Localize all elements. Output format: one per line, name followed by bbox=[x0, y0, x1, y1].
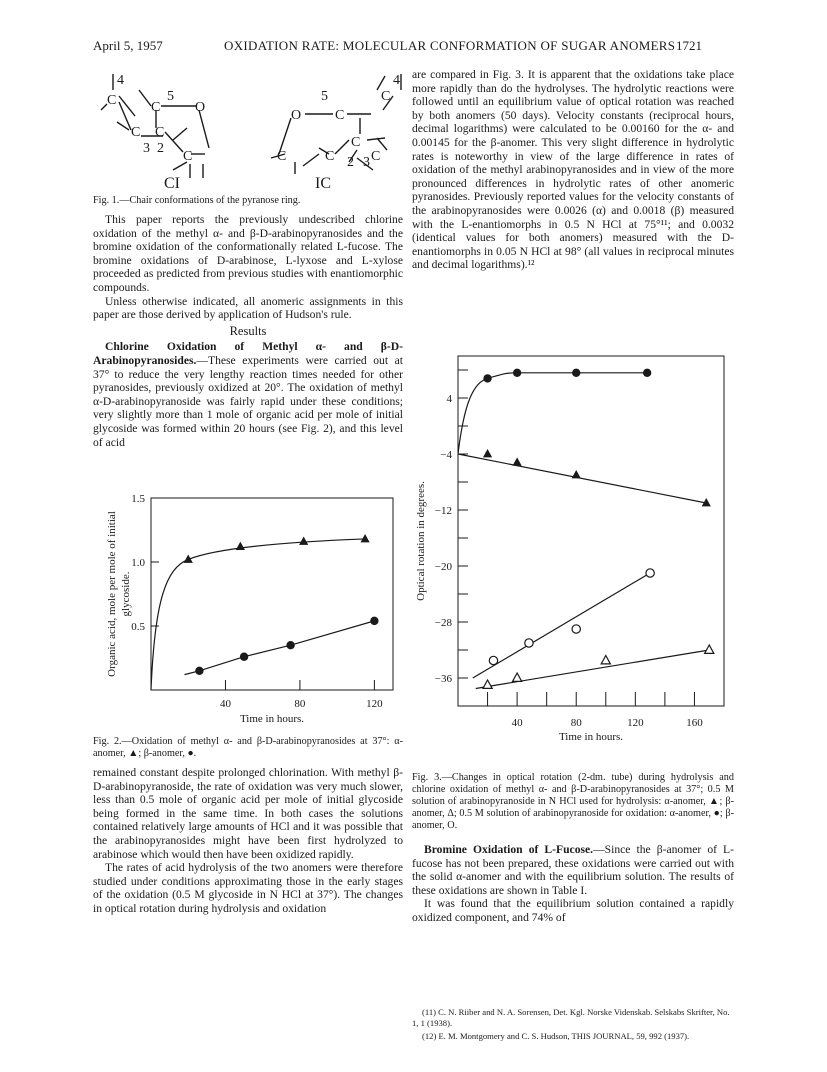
svg-text:C: C bbox=[183, 149, 193, 164]
paragraph: —Since the β-anomer of L-fucose has not been prepared, these oxidations were carried out with the solid α-anomer and with the equilibrium solution. The results of these oxidations are shown in Table I. bbox=[412, 843, 735, 897]
plot-frame bbox=[151, 498, 393, 690]
alpha-oxidation-point bbox=[643, 369, 651, 377]
svg-text:C: C bbox=[277, 149, 287, 164]
beta-anomer-point bbox=[286, 641, 294, 649]
y-tick-label: 4 bbox=[446, 393, 452, 405]
x-tick-label: 160 bbox=[686, 717, 703, 729]
alpha-hydrolysis-point bbox=[513, 457, 522, 465]
plot-frame bbox=[458, 356, 724, 706]
x-tick-label: 40 bbox=[219, 698, 231, 710]
svg-text:3: 3 bbox=[363, 155, 370, 170]
svg-text:C: C bbox=[351, 135, 361, 150]
svg-text:C: C bbox=[325, 149, 335, 164]
x-tick-label: 40 bbox=[511, 717, 523, 729]
paragraph: The rates of acid hydrolysis of the two anomers were therefore studied under conditions approximating those in the early stages of the oxidation (0.5 M glycoside in N HCl at 37°). The changes in optical rotation during hydrolysis and oxidation bbox=[93, 861, 403, 915]
x-tick-label: 120 bbox=[627, 717, 644, 729]
y-tick-label: 1.5 bbox=[131, 493, 145, 505]
y-tick-label: −4 bbox=[440, 449, 452, 461]
footnote-12: (12) E. M. Montgomery and C. S. Hudson, THIS JOURNAL, 59, 992 (1937). bbox=[422, 1031, 690, 1041]
series-beta-line bbox=[185, 621, 375, 675]
svg-text:O: O bbox=[195, 100, 206, 115]
footnote-11: (11) C. N. Riiber and N. A. Sorensen, Det. Kgl. Norske Videnskab. Selskabs Skrifter, No. 1, 1 (1938). bbox=[412, 1007, 730, 1028]
y-tick-label: 1.0 bbox=[131, 557, 145, 569]
svg-text:C: C bbox=[335, 108, 345, 123]
beta-anomer-point bbox=[195, 667, 203, 675]
series-alpha-line bbox=[151, 539, 365, 690]
fig2-caption: Fig. 2.—Oxidation of methyl α- and β-D-arabinopyranosides at 37°: α-anomer, ▲; β-anomer, ●. bbox=[93, 736, 403, 759]
series-beta-oxidation-line bbox=[473, 573, 650, 678]
beta-oxidation-point bbox=[489, 656, 497, 664]
beta-hydrolysis-point bbox=[601, 656, 610, 664]
x-axis-label: Time in hours. bbox=[558, 731, 624, 743]
svg-text:5: 5 bbox=[167, 89, 174, 104]
alpha-oxidation-point bbox=[513, 369, 521, 377]
svg-text:4: 4 bbox=[117, 73, 124, 88]
y-tick-label: 0.5 bbox=[131, 621, 145, 633]
beta-oxidation-point bbox=[572, 625, 580, 633]
alpha-anomer-point bbox=[236, 542, 245, 550]
beta-anomer-point bbox=[370, 617, 378, 625]
svg-text:2: 2 bbox=[157, 141, 164, 156]
paragraph: remained constant despite prolonged chlorination. With methyl β-D-arabinopyranoside, the rate of oxidation was very much slower, less than 0.5 mole of organic acid per mole of initial glycoside being formed in the same time. In both cases the solutions contained relatively large amounts of HCl and it was possible that the arabinopyranosides might have been first hydrolyzed to arabinose which would then have been oxidized rapidly. bbox=[93, 766, 403, 861]
left-column-lower bbox=[93, 766, 403, 916]
subsection-heading: Chlorine Oxidation of Methyl α- and β-D-Arabinopyranosides. bbox=[93, 340, 403, 367]
subsection-heading: Bromine Oxidation of L-Fucose. bbox=[424, 843, 594, 856]
svg-text:C: C bbox=[155, 125, 165, 140]
running-header-title: OXIDATION RATE: MOLECULAR CONFORMATION OF SUGAR ANOMERS bbox=[224, 38, 676, 53]
y-tick-label: −28 bbox=[434, 617, 452, 629]
beta-hydrolysis-point bbox=[483, 680, 492, 688]
beta-oxidation-point bbox=[525, 639, 533, 647]
svg-text:3: 3 bbox=[143, 141, 150, 156]
right-column-upper bbox=[412, 68, 734, 272]
svg-text:CI: CI bbox=[164, 175, 180, 188]
svg-text:C: C bbox=[371, 149, 381, 164]
fig3-chart bbox=[412, 350, 734, 768]
y-tick-label: −36 bbox=[434, 673, 452, 685]
alpha-anomer-point bbox=[299, 537, 308, 545]
paragraph: Unless otherwise indicated, all anomeric assignments in this paper are those derived by application of Hudson's rule. bbox=[93, 294, 403, 322]
svg-text:C: C bbox=[131, 125, 141, 140]
left-column-upper bbox=[93, 213, 403, 449]
svg-text:C: C bbox=[381, 89, 391, 104]
series-alpha-hydrolysis-line bbox=[458, 454, 706, 503]
alpha-anomer-point bbox=[360, 534, 369, 542]
page-number: 1721 bbox=[676, 38, 702, 53]
beta-oxidation-point bbox=[646, 569, 654, 577]
y-tick-label: −12 bbox=[434, 505, 452, 517]
svg-text:O: O bbox=[291, 108, 302, 123]
beta-hydrolysis-point bbox=[705, 645, 714, 653]
alpha-oxidation-point bbox=[572, 369, 580, 377]
x-tick-label: 80 bbox=[570, 717, 582, 729]
fig3-caption: Fig. 3.—Changes in optical rotation (2-dm. tube) during hydrolysis and chlorine oxidation of methyl α- and β-D-arabinopyranosides at 37°; 0.5 M solution of arabinopyranoside in N HCl used for hydrolysis: α-anomer, ▲; β-anomer, Δ; 0.5 M solution of arabinopyranoside for oxidation: α-anomer, ●; β-anomer, O. bbox=[412, 772, 734, 831]
y-axis-label-line2: glycoside. bbox=[120, 571, 132, 617]
svg-text:2: 2 bbox=[347, 155, 354, 170]
alpha-hydrolysis-point bbox=[572, 470, 581, 478]
svg-text:IC: IC bbox=[315, 175, 331, 188]
series-alpha-oxidation-line bbox=[458, 373, 647, 454]
y-tick-label: −20 bbox=[434, 561, 452, 573]
y-axis-label: Optical rotation in degrees. bbox=[415, 481, 427, 601]
paragraph: It was found that the equilibrium solution contained a rapidly oxidized component, and 74% of bbox=[412, 897, 734, 924]
y-axis-label: Organic acid, mole per mole of initial bbox=[106, 511, 118, 677]
svg-text:4: 4 bbox=[393, 73, 400, 88]
x-tick-label: 80 bbox=[294, 698, 306, 710]
beta-hydrolysis-point bbox=[513, 673, 522, 681]
paragraph: are compared in Fig. 3. It is apparent that the oxidations take place more rapidly than do the hydrolyses. The hydrolytic reactions were followed until an equilibrium value of optical rotation was reached by both anomers (50 days). Velocity constants (reciprocal hours, decimal logarithms) were calculated to be 0.00160 for the α- and 0.00145 for the β-anomer. This very slight difference in hydrolytic rates is noteworthy in view of the large difference in rates of oxidation of the methyl arabinopyranosides and in view of the more pronounced differences in hydrolytic rates of other anomeric pyranosides. Previously reported values for the velocity constants of the arabinopyranosides were 0.0026 (α) and 0.0018 (β) measured with the L-enantiomorphs in 0.5 N HCl at 75°¹¹; and 0.0032 (identical values for both anomers) measured with the D-enantiomorphs in 0.05 N HCl at 98° (all values in reciprocal minutes and decimal logarithms).¹² bbox=[412, 68, 734, 272]
paragraph: —These experiments were carried out at 37° to reduce the very lengthy reaction times needed for other pyranosides, previously oxidized at 20°. The oxidation of methyl α-D-arabinopyranoside was fairly rapid under these conditions; very slightly more than 1 mole of organic acid per mole of initial glycoside was formed within 20 hours (see Fig. 2), and this level of acid bbox=[93, 353, 403, 449]
fig1-chair-conformations bbox=[95, 70, 405, 188]
alpha-oxidation-point bbox=[483, 374, 491, 382]
svg-text:C: C bbox=[107, 93, 117, 108]
x-tick-label: 120 bbox=[366, 698, 383, 710]
fig2-chart bbox=[93, 490, 408, 730]
running-header-date: April 5, 1957 bbox=[93, 38, 163, 53]
paragraph: This paper reports the previously undescribed chlorine oxidation of the methyl α- and β-D-arabinopyranosides and the bromine oxidation of the conformationally related L-fucose. The bromine oxidations of D-arabinose, L-lyxose and L-xylose proceeded as predicted from previous studies with enantiomorphic compounds. bbox=[93, 213, 403, 294]
section-heading: Results bbox=[229, 323, 267, 338]
svg-text:C: C bbox=[151, 100, 161, 115]
beta-anomer-point bbox=[240, 653, 248, 661]
svg-text:5: 5 bbox=[321, 89, 328, 104]
alpha-hydrolysis-point bbox=[483, 449, 492, 457]
x-axis-label: Time in hours. bbox=[239, 713, 305, 725]
fig1-caption: Fig. 1.—Chair conformations of the pyranose ring. bbox=[93, 195, 301, 206]
right-column-lower bbox=[412, 843, 734, 925]
